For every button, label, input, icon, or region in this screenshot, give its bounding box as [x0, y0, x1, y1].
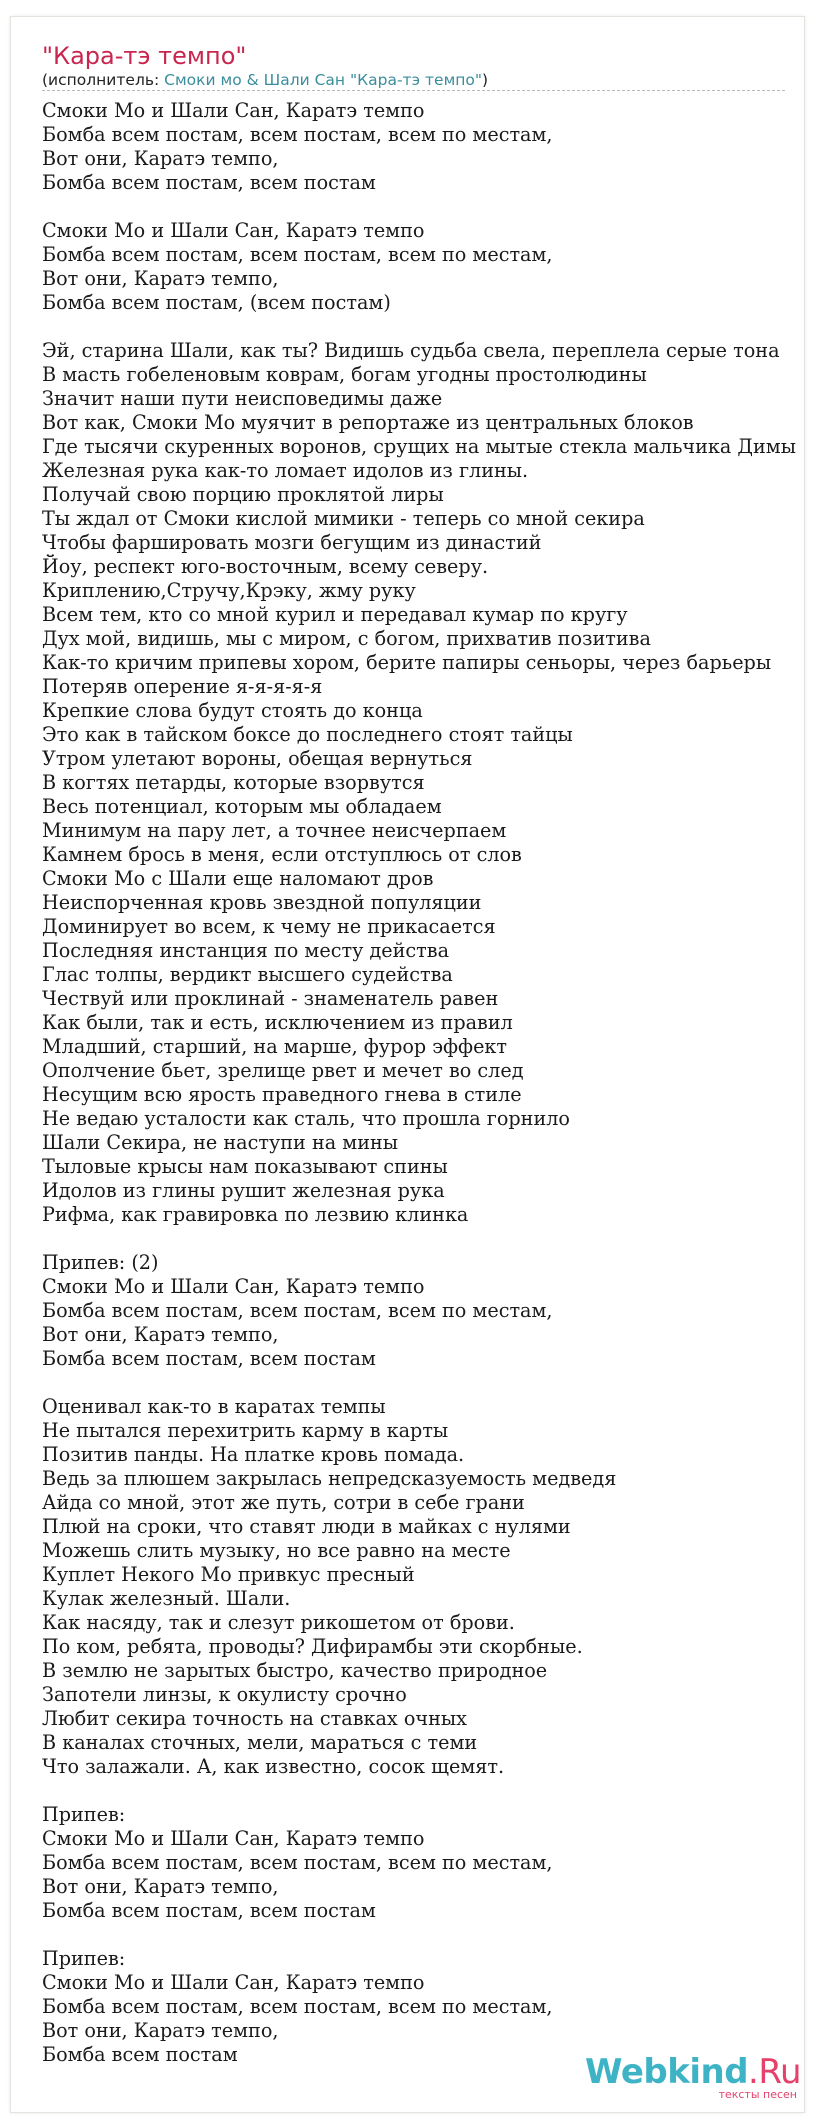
logo-wordmark: [585, 2054, 801, 2090]
lyric-line: Не пытался перехитрить карму в карты: [42, 1419, 449, 1442]
lyrics-text: [42, 99, 827, 2067]
lyric-line: Вот они, Каратэ темпо,: [42, 147, 279, 170]
lyric-line: Бомба всем постам, всем постам, всем по местам,: [42, 243, 553, 266]
lyric-line: Бомба всем постам, всем постам, всем по местам,: [42, 123, 553, 146]
logo-name: Webkind: [585, 2052, 749, 2092]
lyric-line: Кулак железный. Шали.: [42, 1587, 291, 1610]
lyric-line: Как были, так и есть, исключением из правил: [42, 1011, 513, 1034]
lyric-line: Утром улетают вороны, обещая вернуться: [42, 747, 473, 770]
lyric-line: Любит секира точность на ставках очных: [42, 1707, 467, 1730]
lyric-line: Оценивал как-то в каратах темпы: [42, 1395, 386, 1418]
lyric-line: Дух мой, видишь, мы с миром, с богом, прихватив позитива: [42, 627, 651, 650]
performer-suffix: ): [482, 71, 489, 89]
lyric-line: В землю не зарытых быстро, качество природное: [42, 1659, 548, 1682]
lyric-line: Плюй на сроки, что ставят люди в майках с нулями: [42, 1515, 571, 1538]
lyric-line: Припев: (2): [42, 1251, 159, 1274]
lyric-line: Бомба всем постам, всем постам: [42, 1899, 376, 1922]
lyric-line: Тыловые крысы нам показывают спины: [42, 1155, 448, 1178]
lyric-line: Вот как, Смоки Мо муячит в репортаже из центральных блоков: [42, 411, 694, 434]
lyric-line: Айда со мной, этот же путь, сотри в себе грани: [42, 1491, 525, 1514]
lyric-line: Ополчение бьет, зрелище рвет и мечет во след: [42, 1059, 524, 1082]
lyric-line: Вот они, Каратэ темпо,: [42, 1875, 279, 1898]
lyric-line: Неиспорченная кровь звездной популяции: [42, 891, 482, 914]
lyric-line: Смоки Мо и Шали Сан, Каратэ темпо: [42, 219, 425, 242]
lyric-line: Глас толпы, вердикт высшего судейства: [42, 963, 453, 986]
lyric-line: Йоу, респект юго-восточным, всему северу.: [42, 555, 489, 578]
performer-prefix: (исполнитель:: [42, 71, 165, 89]
page-title: "Кара-тэ темпо": [42, 42, 247, 70]
lyric-line: Ты ждал от Смоки кислой мимики - теперь со мной секира: [42, 507, 645, 530]
lyric-line: Вот они, Каратэ темпо,: [42, 1323, 279, 1346]
lyric-line: Железная рука как-то ломает идолов из глины.: [42, 459, 529, 482]
lyric-line: [42, 1371, 827, 1395]
lyric-line: Ведь за плюшем закрылась непредсказуемость медведя: [42, 1467, 617, 1490]
lyric-line: Смоки Мо и Шали Сан, Каратэ темпо: [42, 1971, 425, 1994]
lyric-line: Идолов из глины рушит железная рука: [42, 1179, 445, 1202]
lyric-line: Бомба всем постам, (всем постам): [42, 291, 391, 314]
lyric-line: Бомба всем постам, всем постам: [42, 1347, 376, 1370]
lyric-line: Младший, старший, на марше, фурор эффект: [42, 1035, 508, 1058]
lyric-line: Получай свою порцию проклятой лиры: [42, 483, 444, 506]
lyric-line: Как насяду, так и слезут рикошетом от брови.: [42, 1611, 515, 1634]
lyric-line: Припев:: [42, 1803, 126, 1826]
lyric-line: Бомба всем постам, всем постам, всем по местам,: [42, 1995, 553, 2018]
lyric-line: В когтях петарды, которые взорвутся: [42, 771, 425, 794]
lyric-line: Смоки Мо с Шали еще наломают дров: [42, 867, 434, 890]
lyric-line: [42, 195, 827, 219]
lyric-line: [42, 1923, 827, 1947]
lyric-line: Смоки Мо и Шали Сан, Каратэ темпо: [42, 1827, 425, 1850]
lyric-line: Шали Секира, не наступи на мины: [42, 1131, 399, 1154]
lyric-line: Вот они, Каратэ темпо,: [42, 2019, 279, 2042]
title-divider: [42, 90, 785, 91]
lyric-line: Вот они, Каратэ темпо,: [42, 267, 279, 290]
lyric-line: [42, 1779, 827, 1803]
lyric-line: Значит наши пути неисповедимы даже: [42, 387, 443, 410]
site-logo[interactable]: [585, 2054, 801, 2101]
lyric-line: Как-то кричим припевы хором, берите папиры сеньоры, через барьеры: [42, 651, 772, 674]
lyric-line: Потеряв оперение я-я-я-я-я: [42, 675, 323, 698]
lyric-line: Это как в тайском боксе до последнего стоят тайцы: [42, 723, 573, 746]
lyric-line: Бомба всем постам, всем постам, всем по местам,: [42, 1851, 553, 1874]
lyric-line: Смоки Мо и Шали Сан, Каратэ темпо: [42, 1275, 425, 1298]
lyric-line: [42, 1227, 827, 1251]
lyric-line: Не ведаю усталости как сталь, что прошла горнило: [42, 1107, 570, 1130]
lyric-line: Криплению,Стручу,Крэку, жму руку: [42, 579, 416, 602]
lyric-line: По ком, ребята, проводы? Дифирамбы эти скорбные.: [42, 1635, 583, 1658]
lyric-line: Где тысячи скуренных воронов, срущих на мытые стекла мальчика Димы: [42, 435, 796, 458]
lyric-line: Бомба всем постам, всем постам, всем по местам,: [42, 1299, 553, 1322]
performer-line: [42, 71, 488, 89]
lyric-line: Бомба всем постам: [42, 2043, 238, 2066]
lyric-line: Смоки Мо и Шали Сан, Каратэ темпо: [42, 99, 425, 122]
lyric-line: Минимум на пару лет, а точнее неисчерпаем: [42, 819, 507, 842]
lyric-line: Несущим всю ярость праведного гнева в стиле: [42, 1083, 522, 1106]
lyric-line: Всем тем, кто со мной курил и передавал кумар по кругу: [42, 603, 628, 626]
lyric-line: В каналах сточных, мели, мараться с теми: [42, 1731, 478, 1754]
lyric-line: Можешь слить музыку, но все равно на месте: [42, 1539, 511, 1562]
lyric-line: Чтобы фаршировать мозги бегущим из династий: [42, 531, 542, 554]
lyric-line: [42, 315, 827, 339]
performer-link[interactable]: Смоки мо & Шали Сан "Кара-тэ темпо": [164, 71, 483, 89]
lyric-line: В масть гобеленовым коврам, богам угодны простолюдины: [42, 363, 647, 386]
lyric-line: Рифма, как гравировка по лезвию клинка: [42, 1203, 469, 1226]
lyric-line: Что залажали. А, как известно, сосок щемят.: [42, 1755, 505, 1778]
logo-tld: .Ru: [748, 2052, 801, 2092]
lyric-line: Куплет Некого Мо привкус пресный: [42, 1563, 415, 1586]
lyric-line: Крепкие слова будут стоять до конца: [42, 699, 423, 722]
lyric-line: Запотели линзы, к окулисту срочно: [42, 1683, 407, 1706]
lyric-line: Позитив панды. На платке кровь помада.: [42, 1443, 465, 1466]
lyric-line: Весь потенциал, которым мы обладаем: [42, 795, 442, 818]
lyric-line: Эй, старина Шали, как ты? Видишь судьба свела, переплела серые тона: [42, 339, 780, 362]
lyric-line: Припев:: [42, 1947, 126, 1970]
lyric-line: Последняя инстанция по месту действа: [42, 939, 450, 962]
lyric-line: Чествуй или проклинай - знаменатель равен: [42, 987, 499, 1010]
lyric-line: Камнем брось в меня, если отступлюсь от слов: [42, 843, 522, 866]
lyric-line: Бомба всем постам, всем постам: [42, 171, 376, 194]
logo-tagline: тексты песен: [718, 2088, 797, 2101]
lyric-line: Доминирует во всем, к чему не прикасается: [42, 915, 496, 938]
